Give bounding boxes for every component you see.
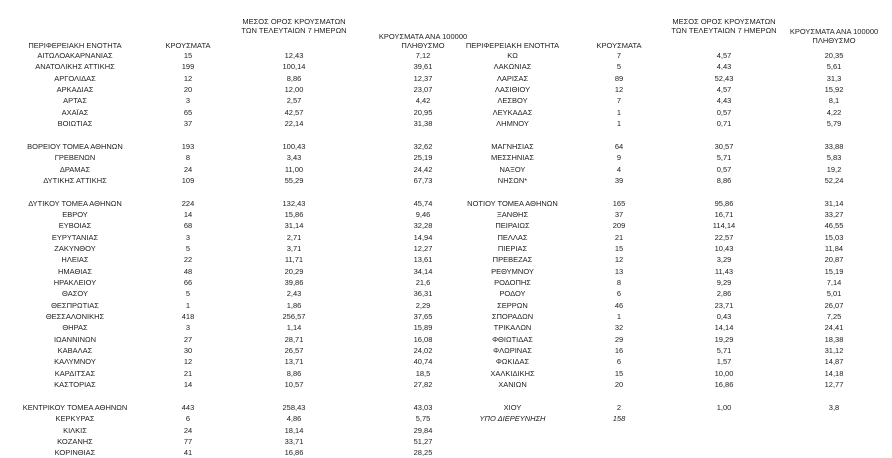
cell-per100k: 43,03	[413, 402, 433, 412]
cell-per100k: 15,89	[413, 323, 433, 333]
cell-avg7: 2,43	[286, 289, 302, 299]
cell-cases: 9	[616, 153, 622, 163]
cell-per100k: 67,73	[413, 175, 433, 185]
cell-cases: 6	[616, 357, 622, 367]
cell-region: ΧΑΛΚΙΔΙΚΗΣ	[490, 368, 535, 378]
cell-region: ΚΑΡΔΙΤΣΑΣ	[54, 368, 96, 378]
cell-avg7: 16,86	[284, 448, 304, 458]
cell-region: ΚΟΡΙΝΘΙΑΣ	[54, 448, 96, 458]
cell-per100k: 52,24	[824, 175, 844, 185]
right-header-avg7: ΜΕΣΟΣ ΟΡΟΣ ΚΡΟΥΣΜΑΤΩΝ ΤΩΝ ΤΕΛΕΥΤΑΙΩΝ 7 ΗΜΕΡΩΝ	[671, 17, 777, 35]
cell-cases: 165	[612, 198, 626, 208]
cell-cases: 8	[185, 153, 191, 163]
cell-region: ΗΡΑΚΛΕΙΟΥ	[53, 278, 97, 287]
cell-cases: 48	[183, 266, 193, 276]
cell-per100k: 13,61	[413, 255, 433, 265]
cell-region: ΡΟΔΟΥ	[499, 289, 526, 299]
cell-avg7: 100,14	[282, 62, 306, 72]
cell-region: ΘΕΣΣΑΛΟΝΙΚΗΣ	[45, 312, 105, 322]
cell-region: ΛΕΥΚΑΔΑΣ	[492, 107, 533, 117]
right-header-cases: ΚΡΟΥΣΜΑΤΑ	[596, 41, 642, 50]
cell-region: ΚΕΝΤΡΙΚΟΥ ΤΟΜΕΑ ΑΘΗΝΩΝ	[22, 402, 128, 412]
cell-cases: 24	[183, 425, 193, 435]
cell-per100k: 31,38	[413, 119, 433, 129]
cell-region: ΠΕΙΡΑΙΩΣ	[495, 221, 530, 231]
cell-per100k: 19,2	[826, 164, 842, 174]
cell-region: ΝΗΣΩΝ*	[497, 175, 528, 185]
cell-avg7: 1,14	[286, 323, 302, 333]
cell-avg7: 8,86	[286, 368, 302, 378]
cell-region: ΕΥΒΟΙΑΣ	[58, 221, 92, 231]
cell-region: ΞΑΝΘΗΣ	[496, 209, 529, 219]
cell-avg7: 3,29	[716, 255, 732, 265]
cell-avg7: 52,43	[714, 73, 734, 83]
cell-region: ΚΑΣΤΟΡΙΑΣ	[54, 380, 96, 390]
cell-per100k: 27,82	[413, 380, 433, 390]
cell-avg7: 14,14	[714, 323, 734, 333]
cell-region: ΧΑΝΙΩΝ	[498, 380, 527, 390]
cell-per100k: 20,95	[413, 107, 433, 117]
cell-region: ΘΑΣΟΥ	[62, 289, 88, 299]
cell-region: ΦΩΚΙΔΑΣ	[495, 357, 530, 367]
cell-cases: 21	[614, 232, 624, 242]
cell-per100k: 14,94	[413, 232, 433, 242]
cell-per100k: 5,61	[826, 62, 842, 72]
cell-per100k: 36,31	[413, 289, 433, 299]
cell-cases: 32	[614, 323, 624, 333]
cell-avg7: 55,29	[284, 175, 304, 185]
right-header-per100k: ΚΡΟΥΣΜΑΤΑ ΑΝΑ 100000 ΠΛΗΘΥΣΜΟ	[789, 27, 879, 45]
cell-per100k: 2,29	[415, 300, 431, 310]
cell-per100k: 14,87	[824, 357, 844, 367]
cell-cases: 5	[616, 62, 622, 72]
cell-cases: 224	[181, 198, 195, 208]
cell-cases: 16	[614, 346, 624, 356]
cell-region: ΔΥΤΙΚΗΣ ΑΤΤΙΚΗΣ	[43, 175, 107, 185]
left-header-cases: ΚΡΟΥΣΜΑΤΑ	[165, 41, 211, 50]
cell-cases: 30	[183, 346, 193, 356]
cell-avg7: 132,43	[282, 198, 306, 208]
cell-per100k: 7,14	[826, 278, 842, 287]
cell-per100k: 31,12	[824, 346, 844, 356]
cell-avg7: 256,57	[282, 312, 306, 322]
cell-cases: 64	[614, 141, 624, 151]
cell-per100k: 5,75	[415, 414, 431, 424]
cell-per100k: 25,19	[413, 153, 433, 163]
cell-cases: 1	[616, 119, 622, 129]
cell-region: ΡΟΔΟΠΗΣ	[494, 278, 531, 287]
cell-region: ΝΟΤΙΟΥ ΤΟΜΕΑ ΑΘΗΝΩΝ	[467, 198, 558, 208]
cell-region: ΝΑΞΟΥ	[499, 164, 526, 174]
cell-avg7: 16,86	[714, 380, 734, 390]
cell-avg7: 4,57	[716, 85, 732, 95]
cell-cases: 1	[616, 312, 622, 322]
cell-per100k: 37,65	[413, 312, 433, 322]
cell-region: ΒΟΡΕΙΟΥ ΤΟΜΕΑ ΑΘΗΝΩΝ	[27, 141, 123, 151]
cell-region: ΚΙΛΚΙΣ	[63, 425, 87, 435]
cell-per100k: 7,12	[415, 51, 431, 60]
cell-region: ΥΠΟ ΔΙΕΡΕΥΝΗΣΗ	[479, 414, 546, 424]
cell-avg7: 5,71	[716, 346, 732, 356]
cell-avg7: 8,86	[286, 73, 302, 83]
cell-avg7: 23,71	[714, 300, 734, 310]
cell-avg7: 12,00	[284, 85, 304, 95]
cell-region: ΧΙΟΥ	[503, 402, 522, 412]
cell-region: ΚΑΒΑΛΑΣ	[57, 346, 93, 356]
cell-avg7: 33,71	[284, 436, 304, 446]
cell-per100k: 29,84	[413, 425, 433, 435]
cell-region: ΘΕΣΠΡΩΤΙΑΣ	[51, 300, 99, 310]
cell-cases: 15	[183, 51, 193, 60]
cell-cases: 418	[181, 312, 195, 322]
cell-cases: 29	[614, 334, 624, 344]
cell-region: ΖΑΚΥΝΘΟΥ	[54, 243, 96, 253]
cell-cases: 21	[183, 368, 193, 378]
cell-region: ΛΑΚΩΝΙΑΣ	[493, 62, 532, 72]
cell-region: ΑΡΓΟΛΙΔΑΣ	[54, 73, 96, 83]
cell-region: ΜΕΣΣΗΝΙΑΣ	[490, 153, 535, 163]
cell-per100k: 5,79	[826, 119, 842, 129]
cell-cases: 46	[614, 300, 624, 310]
cell-cases: 6	[185, 414, 191, 424]
cell-cases: 37	[614, 209, 624, 219]
cell-region: ΤΡΙΚΑΛΩΝ	[493, 323, 532, 333]
cell-cases: 14	[183, 380, 193, 390]
cell-per100k: 24,42	[413, 164, 433, 174]
cell-region: ΠΕΛΛΑΣ	[497, 232, 528, 242]
cell-avg7: 15,86	[284, 209, 304, 219]
cell-cases: 12	[183, 73, 193, 83]
cell-avg7: 16,71	[714, 209, 734, 219]
cell-avg7: 12,43	[284, 51, 304, 60]
cell-region: ΚΩ	[507, 51, 518, 60]
cell-avg7: 2,71	[286, 232, 302, 242]
cell-region: ΗΜΑΘΙΑΣ	[57, 266, 93, 276]
cell-cases: 22	[183, 255, 193, 265]
cell-region: ΜΑΓΝΗΣΙΑΣ	[491, 141, 534, 151]
cell-per100k: 23,07	[413, 85, 433, 95]
cell-per100k: 16,08	[413, 334, 433, 344]
cell-avg7: 1,57	[716, 357, 732, 367]
cell-cases: 13	[614, 266, 624, 276]
cell-region: ΚΟΖΑΝΗΣ	[57, 436, 93, 446]
cell-cases: 14	[183, 209, 193, 219]
left-header-region: ΠΕΡΙΦΕΡΕΙΑΚΗ ΕΝΟΤΗΤΑ	[28, 41, 122, 50]
cell-avg7: 0,71	[716, 119, 732, 129]
cell-avg7: 0,57	[716, 107, 732, 117]
cell-region: ΛΗΜΝΟΥ	[496, 119, 529, 129]
cell-avg7: 42,57	[284, 107, 304, 117]
cell-avg7: 31,14	[284, 221, 304, 231]
cell-per100k: 33,88	[824, 141, 844, 151]
cell-cases: 4	[616, 164, 622, 174]
cell-cases: 193	[181, 141, 195, 151]
cell-avg7: 95,86	[714, 198, 734, 208]
cell-region: ΑΡΤΑΣ	[63, 96, 87, 106]
cell-per100k: 5,01	[826, 289, 842, 299]
cell-per100k: 15,19	[824, 266, 844, 276]
cell-per100k: 26,07	[824, 300, 844, 310]
cell-per100k: 9,46	[415, 209, 431, 219]
cell-per100k: 39,61	[413, 62, 433, 72]
cell-avg7: 114,14	[712, 221, 736, 231]
cell-avg7: 28,71	[284, 334, 304, 344]
cell-avg7: 10,00	[714, 368, 734, 378]
cell-per100k: 31,14	[824, 198, 844, 208]
cell-per100k: 20,35	[824, 51, 844, 60]
cell-per100k: 46,55	[824, 221, 844, 231]
cell-avg7: 13,71	[284, 357, 304, 367]
cell-per100k: 31,3	[826, 73, 842, 83]
cell-cases: 39	[614, 175, 624, 185]
cell-per100k: 28,25	[413, 448, 433, 458]
cell-region: ΘΗΡΑΣ	[62, 323, 88, 333]
cell-per100k: 12,27	[413, 243, 433, 253]
cell-avg7: 39,86	[284, 278, 304, 287]
cell-cases: 199	[181, 62, 195, 72]
cell-per100k: 14,18	[824, 368, 844, 378]
cell-cases: 20	[614, 380, 624, 390]
cell-region: ΛΑΣΙΘΙΟΥ	[494, 85, 531, 95]
cell-cases: 443	[181, 402, 195, 412]
cell-avg7: 0,43	[716, 312, 732, 322]
cell-cases: 8	[616, 278, 622, 287]
cell-per100k: 15,92	[824, 85, 844, 95]
cell-region: ΕΥΡΥΤΑΝΙΑΣ	[51, 232, 99, 242]
cell-avg7: 4,43	[716, 62, 732, 72]
cell-cases: 68	[183, 221, 193, 231]
cell-avg7: 11,71	[284, 255, 304, 265]
cell-per100k: 3,8	[828, 402, 840, 412]
cell-per100k: 32,62	[413, 141, 433, 151]
cell-region: ΙΩΑΝΝΙΝΩΝ	[53, 334, 97, 344]
cell-per100k: 20,87	[824, 255, 844, 265]
cell-avg7: 2,86	[716, 289, 732, 299]
cell-cases: 12	[614, 85, 624, 95]
cell-per100k: 8,1	[828, 96, 840, 106]
cell-per100k: 24,41	[824, 323, 844, 333]
left-header-avg7: ΜΕΣΟΣ ΟΡΟΣ ΚΡΟΥΣΜΑΤΩΝ ΤΩΝ ΤΕΛΕΥΤΑΙΩΝ 7 ΗΜΕΡΩΝ	[241, 17, 347, 35]
cell-cases: 209	[612, 221, 626, 231]
cell-avg7: 11,43	[714, 266, 734, 276]
cell-avg7: 5,71	[716, 153, 732, 163]
cell-cases: 41	[183, 448, 193, 458]
cell-region: ΑΝΑΤΟΛΙΚΗΣ ΑΤΤΙΚΗΣ	[35, 62, 115, 72]
right-header-region: ΠΕΡΙΦΕΡΕΙΑΚΗ ΕΝΟΤΗΤΑ	[465, 41, 560, 50]
cell-cases: 65	[183, 107, 193, 117]
cell-cases: 12	[183, 357, 193, 367]
cell-per100k: 51,27	[413, 436, 433, 446]
cell-region: ΑΧΑΪΑΣ	[61, 107, 89, 117]
cell-avg7: 100,43	[282, 141, 306, 151]
cell-cases: 15	[614, 368, 624, 378]
cell-avg7: 20,29	[284, 266, 304, 276]
cell-avg7: 4,57	[716, 51, 732, 60]
cell-cases: 12	[614, 255, 624, 265]
cell-region: ΦΘΙΩΤΙΔΑΣ	[492, 334, 533, 344]
cell-avg7: 26,57	[284, 346, 304, 356]
cell-cases: 15	[614, 243, 624, 253]
cell-cases: 6	[616, 289, 622, 299]
cell-per100k: 40,74	[413, 357, 433, 367]
cell-region: ΛΕΣΒΟΥ	[497, 96, 528, 106]
cell-per100k: 24,02	[413, 346, 433, 356]
cell-region: ΛΑΡΙΣΑΣ	[496, 73, 529, 83]
left-header-per100k: ΚΡΟΥΣΜΑΤΑ ΑΝΑ 100000 ΠΛΗΘΥΣΜΟ	[378, 32, 468, 50]
cell-per100k: 45,74	[413, 198, 433, 208]
cell-per100k: 7,25	[826, 312, 842, 322]
cell-per100k: 11,84	[824, 243, 844, 253]
cell-per100k: 33,27	[824, 209, 844, 219]
cell-per100k: 32,28	[413, 221, 433, 231]
cell-region: ΑΙΤΩΛΟΑΚΑΡΝΑΝΙΑΣ	[37, 51, 113, 60]
cell-region: ΔΥΤΙΚΟΥ ΤΟΜΕΑ ΑΘΗΝΩΝ	[28, 198, 122, 208]
cell-avg7: 1,00	[716, 402, 732, 412]
cell-avg7: 8,86	[716, 175, 732, 185]
cell-avg7: 9,29	[716, 278, 732, 287]
cell-region: ΚΕΡΚΥΡΑΣ	[55, 414, 95, 424]
cell-region: ΠΙΕΡΙΑΣ	[497, 243, 528, 253]
cell-avg7: 2,57	[286, 96, 302, 106]
cell-region: ΚΑΛΥΜΝΟΥ	[54, 357, 96, 367]
cell-cases: 3	[185, 96, 191, 106]
cell-cases: 7	[616, 96, 622, 106]
cell-cases: 2	[616, 402, 622, 412]
cell-cases: 20	[183, 85, 193, 95]
cell-per100k: 5,83	[826, 153, 842, 163]
cell-cases: 109	[181, 175, 195, 185]
cell-per100k: 12,77	[824, 380, 844, 390]
cell-cases: 1	[185, 300, 191, 310]
cell-region: ΦΛΩΡΙΝΑΣ	[493, 346, 532, 356]
cell-avg7: 30,57	[714, 141, 734, 151]
cell-region: ΑΡΚΑΔΙΑΣ	[56, 85, 94, 95]
cell-per100k: 34,14	[413, 266, 433, 276]
cell-cases: 24	[183, 164, 193, 174]
cell-avg7: 19,29	[714, 334, 734, 344]
cell-cases: 5	[185, 289, 191, 299]
cell-avg7: 3,43	[286, 153, 302, 163]
cell-avg7: 11,00	[284, 164, 304, 174]
cell-region: ΠΡΕΒΕΖΑΣ	[492, 255, 533, 265]
cell-avg7: 4,43	[716, 96, 732, 106]
cell-cases: 77	[183, 436, 193, 446]
cell-per100k: 15,03	[824, 232, 844, 242]
cell-region: ΓΡΕΒΕΝΩΝ	[54, 153, 96, 163]
cell-per100k: 4,42	[415, 96, 431, 106]
cell-cases: 89	[614, 73, 624, 83]
cell-per100k: 21,6	[415, 278, 431, 287]
cell-cases: 7	[616, 51, 622, 60]
cell-region: ΣΠΟΡΑΔΩΝ	[491, 312, 534, 322]
cell-region: ΣΕΡΡΩΝ	[497, 300, 528, 310]
cell-cases: 5	[185, 243, 191, 253]
cell-region: ΡΕΘΥΜΝΟΥ	[491, 266, 534, 276]
cell-per100k: 4,22	[826, 107, 842, 117]
cell-avg7: 18,14	[284, 425, 304, 435]
cell-avg7: 0,57	[716, 164, 732, 174]
cell-region: ΔΡΑΜΑΣ	[59, 164, 91, 174]
cell-per100k: 18,38	[824, 334, 844, 344]
cell-avg7: 3,71	[286, 243, 302, 253]
cell-avg7: 10,57	[284, 380, 304, 390]
cell-cases: 1	[616, 107, 622, 117]
cell-cases: 66	[183, 278, 193, 287]
cell-region: ΒΟΙΩΤΙΑΣ	[57, 119, 93, 129]
cell-region: ΕΒΡΟΥ	[62, 209, 88, 219]
cell-cases: 158	[612, 414, 626, 424]
cell-avg7: 10,43	[714, 243, 734, 253]
cell-cases: 27	[183, 334, 193, 344]
cell-per100k: 12,37	[413, 73, 433, 83]
cell-avg7: 1,86	[286, 300, 302, 310]
cell-region: ΗΛΕΙΑΣ	[61, 255, 89, 265]
cell-avg7: 258,43	[282, 402, 306, 412]
cell-avg7: 22,57	[714, 232, 734, 242]
cell-avg7: 4,86	[286, 414, 302, 424]
cell-cases: 37	[183, 119, 193, 129]
cell-avg7: 22,14	[284, 119, 304, 129]
cell-cases: 3	[185, 323, 191, 333]
cell-per100k: 18,5	[415, 368, 431, 378]
cell-cases: 3	[185, 232, 191, 242]
